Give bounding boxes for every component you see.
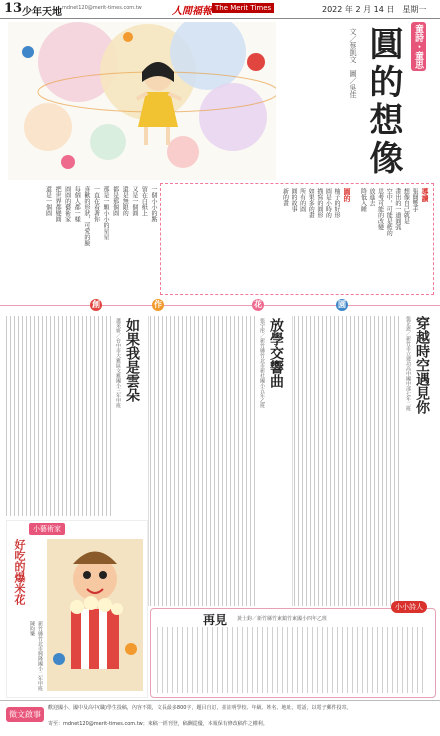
article-title: 如果我是雲朵 <box>124 318 140 402</box>
intro-line: 空中，可能是藍的 <box>385 188 393 236</box>
poem-line: 每個人都一樣 <box>73 186 81 222</box>
gallery-artist: 陳昀樂 <box>29 621 35 636</box>
divider-label: 創 <box>92 300 100 309</box>
article-title: 放學交響曲 <box>268 318 284 388</box>
article-body-text <box>150 316 258 606</box>
intro-line: 張開雙手 <box>411 188 418 212</box>
issue-date: 2022 年 2 月 14 日 星期一 <box>322 5 427 14</box>
poem-line: 那是一顆小小的星星 <box>102 186 110 240</box>
submission-notice <box>0 700 440 736</box>
section-email: mdnet120@merit-times.com.tw <box>62 5 142 11</box>
divider-label: 花 <box>254 300 262 309</box>
popcorn-drawing <box>47 539 143 691</box>
feature-title-block <box>290 22 430 182</box>
gallery-title: 好吃的爆米花 <box>13 539 26 605</box>
article-body-text <box>294 316 402 606</box>
intro-line: 畫出的一道圓弧 <box>393 188 401 230</box>
poem-badge: 小小詩人 <box>391 601 427 613</box>
intro-line: 思考可能的改變 <box>376 188 384 230</box>
footer-line-1: 歡迎國小、國中及高中(職)學生投稿，內容不限，文長最多800字，題目自訂，並註明學校、年級、姓名、地址、電話，以電子郵件投寄。 <box>48 705 352 711</box>
poem-line: 留在白紙上 <box>140 186 148 216</box>
section-title: 少年天地 <box>22 7 62 18</box>
intro-line: 想像自己就是 <box>402 188 410 224</box>
footer-tag: 徵文啟事 <box>6 707 44 722</box>
poem-line: 圓圓的藝術家 <box>63 186 71 222</box>
feature-badge: 童詩・童思 <box>411 22 426 71</box>
poem-line: 如果多的畫 <box>307 188 315 218</box>
article-title: 穿越時空遇見你 <box>414 316 430 414</box>
poem-line: 圓的故事 <box>290 188 298 212</box>
poem-box <box>150 603 436 698</box>
footer-line-2: 寄至：mdnet120@merit-times.com.tw；來稿一經刊登，稿酬從優，本報保有修改稿件之權利。 <box>48 721 268 727</box>
poem-title: 再見 <box>203 613 228 627</box>
gallery-artwork <box>47 539 143 691</box>
intro-line: 降低入睡 <box>359 188 367 212</box>
poem-line: 還是無限的 <box>121 186 129 216</box>
poem-line: 新的畫 <box>281 188 289 206</box>
article-body-text <box>6 316 114 516</box>
poem-column <box>281 188 339 288</box>
article-byline: 蕭采妍／台中市大雅區文雅國小三年甲班 <box>115 318 121 408</box>
poem-line: 又是一個圓 <box>130 186 138 216</box>
poem-line: 一直在看著你 <box>92 186 100 222</box>
poem-heading: 圓的 <box>343 188 351 202</box>
article-byline: 張芷恩／新竹市立建功高中國中部七年二班 <box>405 316 411 411</box>
gallery-school: 新竹縣竹北市興隆國小二年甲班 <box>37 621 43 691</box>
page-header <box>0 0 440 19</box>
gallery-box <box>6 520 148 698</box>
page-number: 13 <box>4 1 23 16</box>
poem-line: 圓是小時的 <box>324 188 332 218</box>
newspaper-logo-sub: The Merit Times <box>212 3 274 13</box>
feature-byline: 文／蔡凱文 圖／吳佳 <box>349 28 357 98</box>
poem-line: 喜歡的形狀，可愛的臉 <box>82 186 90 246</box>
intro-column <box>359 188 417 288</box>
poem-line: 所有的圓 <box>298 188 306 212</box>
article-2 <box>150 316 290 606</box>
feature-illustration <box>8 22 276 180</box>
poem-line: 描寫的圓形 <box>315 188 323 218</box>
article-byline: 張宇彤／新竹縣竹北市新社國小五年乙班 <box>259 318 265 408</box>
divider-label: 作 <box>154 300 162 309</box>
article-3 <box>6 316 146 516</box>
gallery-badge: 小藝術家 <box>29 523 65 535</box>
illustration-circles <box>8 22 276 180</box>
intro-heading: 導讀 <box>421 188 429 202</box>
newspaper-logo: 人間福報 <box>172 6 212 17</box>
feature-title: 圓的想像 <box>363 26 403 178</box>
article-1 <box>294 316 434 606</box>
poem-line: 一個小小的點 <box>150 186 157 222</box>
poem-line: 還是一個圓 <box>44 186 52 216</box>
poem-line: 把世界都變圓 <box>54 186 62 222</box>
poem-line: 柚子的好形 <box>333 188 340 218</box>
intro-line: 放進去 <box>368 188 376 206</box>
poem-body-text <box>157 627 427 693</box>
feature-poem-left <box>8 186 156 294</box>
divider-label: 園 <box>338 300 346 309</box>
poem-byline: 黃士鈞／新竹縣竹東鎮竹東國小四年乙班 <box>237 616 328 622</box>
poem-line: 都是那個圓 <box>111 186 119 216</box>
feature-text-card <box>160 183 434 295</box>
section-divider <box>0 298 440 312</box>
